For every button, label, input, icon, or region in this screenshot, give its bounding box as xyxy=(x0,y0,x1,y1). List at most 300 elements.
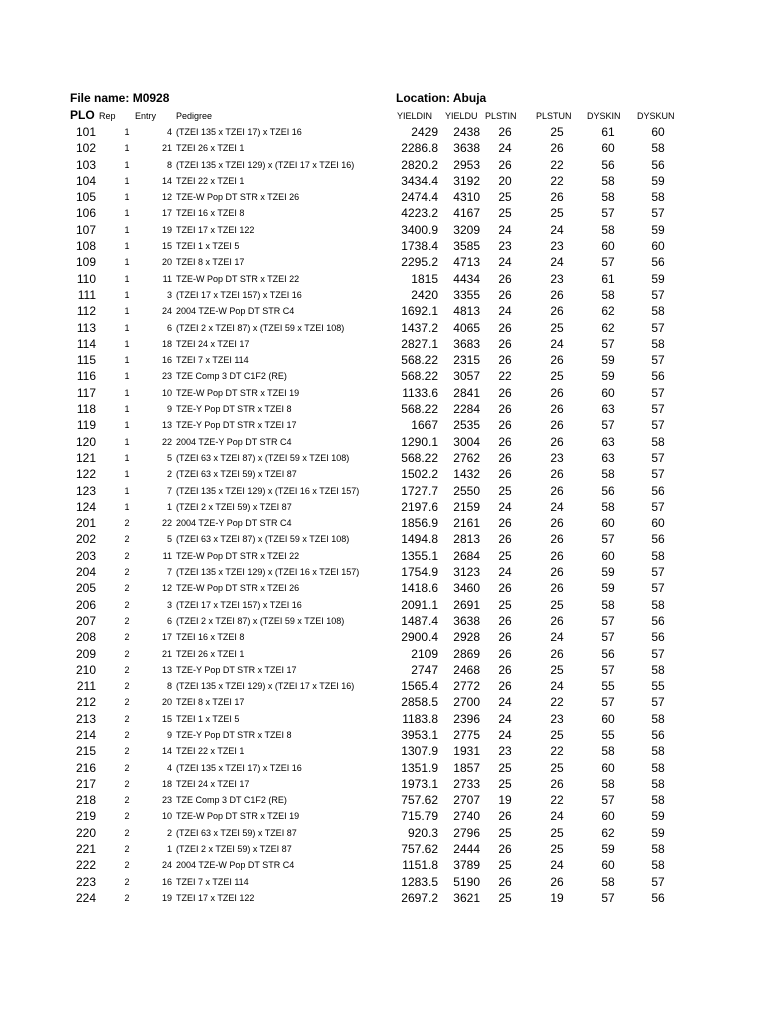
yieldu-cell: 2444 xyxy=(453,842,480,857)
table-row xyxy=(0,157,768,173)
table-row xyxy=(0,515,768,531)
yieldu-cell: 3057 xyxy=(453,369,480,384)
yieldin-cell: 1815 xyxy=(411,271,438,286)
yieldu-cell: 3123 xyxy=(453,565,480,580)
col-header-plstun: PLSTUN xyxy=(536,111,572,121)
table-row xyxy=(0,662,768,678)
entry-cell: 20 xyxy=(161,257,172,268)
plstin-cell: 26 xyxy=(498,662,512,677)
table-row xyxy=(0,743,768,759)
plstun-cell: 26 xyxy=(550,402,564,417)
data-table xyxy=(0,124,768,906)
dyskin-cell: 57 xyxy=(601,662,615,677)
plo-cell: 213 xyxy=(75,711,96,726)
pedigree-cell: TZE-W Pop DT STR x TZEI 19 xyxy=(176,387,300,398)
plo-cell: 212 xyxy=(75,695,96,710)
rep-cell: 1 xyxy=(124,159,130,170)
table-row xyxy=(0,874,768,890)
table-row xyxy=(0,548,768,564)
pedigree-cell: (TZEI 17 x TZEI 157) x TZEI 16 xyxy=(176,599,302,610)
yieldu-cell: 2535 xyxy=(453,418,480,433)
col-header-plo: PLO xyxy=(70,108,95,122)
plo-cell: 123 xyxy=(75,483,96,498)
plo-cell: 119 xyxy=(76,418,96,433)
plstun-cell: 26 xyxy=(550,874,564,889)
dyskin-cell: 60 xyxy=(601,385,615,400)
rep-cell: 1 xyxy=(124,355,130,366)
plstin-cell: 26 xyxy=(498,353,512,368)
dyskin-cell: 57 xyxy=(601,418,615,433)
dyskun-cell: 57 xyxy=(651,385,665,400)
dyskun-cell: 58 xyxy=(651,548,665,563)
dyskin-cell: 57 xyxy=(601,336,615,351)
dyskin-cell: 56 xyxy=(601,483,615,498)
pedigree-cell: TZE Comp 3 DT C1F2 (RE) xyxy=(176,795,287,806)
plo-cell: 115 xyxy=(76,353,96,368)
entry-cell: 19 xyxy=(161,892,172,903)
plstun-cell: 26 xyxy=(550,287,564,302)
entry-cell: 20 xyxy=(161,697,172,708)
plstin-cell: 26 xyxy=(498,874,512,889)
rep-cell: 2 xyxy=(124,860,130,871)
table-row xyxy=(0,434,768,450)
dyskun-cell: 57 xyxy=(651,287,665,302)
yieldin-cell: 715.79 xyxy=(401,809,438,824)
plo-cell: 120 xyxy=(75,434,96,449)
dyskun-cell: 60 xyxy=(651,125,665,139)
pedigree-cell: TZE-W Pop DT STR x TZEI 22 xyxy=(176,273,300,284)
entry-cell: 7 xyxy=(166,567,172,578)
plstun-cell: 26 xyxy=(550,776,564,791)
entry-cell: 14 xyxy=(161,746,172,757)
yieldu-cell: 4065 xyxy=(453,320,480,335)
dyskun-cell: 56 xyxy=(651,255,665,270)
yieldu-cell: 2762 xyxy=(453,450,480,465)
dyskin-cell: 60 xyxy=(601,548,615,563)
yieldu-cell: 2775 xyxy=(453,727,480,742)
entry-cell: 7 xyxy=(166,485,172,496)
rep-cell: 1 xyxy=(124,322,130,333)
rep-cell: 1 xyxy=(124,175,130,186)
pedigree-cell: TZEI 7 x TZEI 114 xyxy=(176,355,249,366)
rep-cell: 2 xyxy=(124,550,130,561)
rep-cell: 1 xyxy=(124,387,130,398)
dyskin-cell: 57 xyxy=(601,793,615,808)
entry-cell: 11 xyxy=(162,273,172,284)
dyskun-cell: 56 xyxy=(651,369,665,384)
plstin-cell: 24 xyxy=(498,141,512,156)
yieldin-cell: 3434.4 xyxy=(401,173,438,188)
table-row xyxy=(0,776,768,792)
plstin-cell: 25 xyxy=(498,825,512,840)
plo-cell: 104 xyxy=(75,173,96,188)
plstin-cell: 24 xyxy=(498,255,512,270)
plstin-cell: 23 xyxy=(498,239,512,254)
dyskin-cell: 60 xyxy=(601,809,615,824)
plstin-cell: 26 xyxy=(498,467,512,482)
table-row xyxy=(0,417,768,433)
yieldu-cell: 3683 xyxy=(453,336,480,351)
pedigree-cell: (TZEI 2 x TZEI 87) x (TZEI 59 x TZEI 108) xyxy=(176,322,345,333)
rep-cell: 2 xyxy=(124,729,130,740)
yieldin-cell: 1565.4 xyxy=(401,679,438,694)
yieldin-cell: 568.22 xyxy=(401,353,438,368)
dyskun-cell: 56 xyxy=(651,157,665,172)
plstin-cell: 26 xyxy=(498,842,512,857)
plstun-cell: 26 xyxy=(550,304,564,319)
plstun-cell: 26 xyxy=(550,565,564,580)
pedigree-cell: TZEI 16 x TZEI 8 xyxy=(176,208,245,219)
plstun-cell: 26 xyxy=(550,581,564,596)
plstun-cell: 25 xyxy=(550,760,564,775)
rep-cell: 2 xyxy=(124,876,130,887)
file-name-header xyxy=(70,91,169,105)
plo-cell: 103 xyxy=(75,157,96,172)
table-row xyxy=(0,629,768,645)
yieldu-cell: 3355 xyxy=(453,287,480,302)
yieldin-cell: 1494.8 xyxy=(401,532,438,547)
yieldu-cell: 1432 xyxy=(453,467,480,482)
dyskun-cell: 58 xyxy=(651,304,665,319)
plstun-cell: 25 xyxy=(550,597,564,612)
yieldin-cell: 568.22 xyxy=(401,369,438,384)
yieldu-cell: 2684 xyxy=(453,548,480,563)
plstun-cell: 23 xyxy=(550,711,564,726)
yieldin-cell: 1856.9 xyxy=(401,516,438,531)
yieldin-cell: 1692.1 xyxy=(401,304,438,319)
plo-cell: 209 xyxy=(75,646,96,661)
dyskun-cell: 57 xyxy=(651,646,665,661)
dyskun-cell: 60 xyxy=(651,239,665,254)
dyskin-cell: 59 xyxy=(601,565,615,580)
dyskun-cell: 59 xyxy=(651,825,665,840)
pedigree-cell: TZEI 22 x TZEI 1 xyxy=(176,746,245,757)
pedigree-cell: TZEI 1 x TZEI 5 xyxy=(176,241,240,252)
yieldu-cell: 4813 xyxy=(453,304,480,319)
yieldu-cell: 3621 xyxy=(453,890,480,905)
plstun-cell: 26 xyxy=(550,548,564,563)
rep-cell: 2 xyxy=(124,795,130,806)
yieldu-cell: 3585 xyxy=(453,239,480,254)
dyskun-cell: 57 xyxy=(651,581,665,596)
dyskun-cell: 56 xyxy=(651,613,665,628)
col-header-pedigree: Pedigree xyxy=(176,111,213,121)
yieldu-cell: 2691 xyxy=(453,597,480,612)
plo-cell: 122 xyxy=(75,467,96,482)
yieldin-cell: 2109 xyxy=(411,646,438,661)
plo-cell: 106 xyxy=(75,206,96,221)
dyskun-cell: 56 xyxy=(651,483,665,498)
dyskun-cell: 59 xyxy=(651,271,665,286)
yieldin-cell: 3400.9 xyxy=(401,222,438,237)
dyskin-cell: 63 xyxy=(601,434,615,449)
plo-cell: 205 xyxy=(75,581,96,596)
plstin-cell: 25 xyxy=(498,483,512,498)
plstun-cell: 23 xyxy=(550,450,564,465)
plstin-cell: 26 xyxy=(498,630,512,645)
plo-cell: 117 xyxy=(76,385,96,400)
dyskun-cell: 58 xyxy=(651,190,665,205)
plo-cell: 201 xyxy=(75,516,96,531)
pedigree-cell: TZE-W Pop DT STR x TZEI 19 xyxy=(176,811,300,822)
entry-cell: 5 xyxy=(166,452,172,463)
table-row xyxy=(0,825,768,841)
rep-cell: 2 xyxy=(124,599,130,610)
dyskin-cell: 58 xyxy=(601,222,615,237)
yieldin-cell: 2474.4 xyxy=(401,190,438,205)
dyskun-cell: 57 xyxy=(651,874,665,889)
pedigree-cell: (TZEI 135 x TZEI 17) x TZEI 16 xyxy=(176,762,302,773)
plstin-cell: 24 xyxy=(498,499,512,514)
plstun-cell: 24 xyxy=(550,679,564,694)
plstun-cell: 26 xyxy=(550,434,564,449)
plstun-cell: 25 xyxy=(550,206,564,221)
entry-cell: 3 xyxy=(166,289,172,300)
dyskun-cell: 57 xyxy=(651,695,665,710)
rep-cell: 2 xyxy=(124,697,130,708)
entry-cell: 16 xyxy=(161,355,172,366)
yieldin-cell: 1290.1 xyxy=(401,434,438,449)
table-row xyxy=(0,678,768,694)
plstun-cell: 19 xyxy=(550,890,564,905)
pedigree-cell: TZE-Y Pop DT STR x TZEI 8 xyxy=(176,729,292,740)
plstin-cell: 26 xyxy=(498,320,512,335)
dyskun-cell: 58 xyxy=(651,662,665,677)
yieldin-cell: 2697.2 xyxy=(401,890,438,905)
dyskun-cell: 56 xyxy=(651,532,665,547)
yieldin-cell: 1151.8 xyxy=(402,858,438,873)
location-value: Abuja xyxy=(452,91,487,105)
plstun-cell: 26 xyxy=(550,646,564,661)
pedigree-cell: (TZEI 17 x TZEI 157) x TZEI 16 xyxy=(176,289,302,300)
dyskin-cell: 57 xyxy=(601,206,615,221)
yieldu-cell: 2161 xyxy=(453,516,480,531)
table-row xyxy=(0,808,768,824)
dyskun-cell: 58 xyxy=(651,744,665,759)
plstun-cell: 26 xyxy=(550,141,564,156)
pedigree-cell: TZE-W Pop DT STR x TZEI 22 xyxy=(176,550,300,561)
plstin-cell: 24 xyxy=(498,727,512,742)
entry-cell: 9 xyxy=(166,729,172,740)
plstun-cell: 22 xyxy=(550,695,564,710)
table-row xyxy=(0,857,768,873)
rep-cell: 2 xyxy=(124,664,130,675)
table-row xyxy=(0,254,768,270)
dyskin-cell: 57 xyxy=(601,695,615,710)
table-row xyxy=(0,841,768,857)
entry-cell: 23 xyxy=(161,371,172,382)
pedigree-cell: TZEI 24 x TZEI 17 xyxy=(176,338,250,349)
plo-cell: 116 xyxy=(76,369,96,384)
yieldu-cell: 3209 xyxy=(453,222,480,237)
entry-cell: 11 xyxy=(162,550,172,561)
yieldu-cell: 3638 xyxy=(453,613,480,628)
plstin-cell: 25 xyxy=(498,206,512,221)
plstun-cell: 26 xyxy=(550,483,564,498)
entry-cell: 13 xyxy=(161,420,172,431)
rep-cell: 1 xyxy=(124,420,130,431)
rep-cell: 1 xyxy=(124,273,130,284)
plstin-cell: 24 xyxy=(498,222,512,237)
yieldin-cell: 1727.7 xyxy=(401,483,438,498)
dyskun-cell: 57 xyxy=(651,320,665,335)
col-header-rep: Rep xyxy=(99,111,116,121)
plstin-cell: 26 xyxy=(498,516,512,531)
plo-cell: 217 xyxy=(75,776,96,791)
dyskun-cell: 60 xyxy=(651,516,665,531)
entry-cell: 10 xyxy=(161,811,172,822)
yieldin-cell: 2747 xyxy=(411,662,438,677)
yieldin-cell: 1307.9 xyxy=(401,744,438,759)
rep-cell: 1 xyxy=(124,127,130,137)
yieldin-cell: 2429 xyxy=(411,125,438,139)
plo-cell: 221 xyxy=(75,842,96,857)
plstin-cell: 25 xyxy=(498,597,512,612)
rep-cell: 1 xyxy=(124,452,130,463)
entry-cell: 21 xyxy=(161,648,172,659)
plo-cell: 211 xyxy=(76,679,96,694)
entry-cell: 2 xyxy=(166,469,172,480)
dyskin-cell: 61 xyxy=(601,125,615,139)
dyskun-cell: 59 xyxy=(651,222,665,237)
entry-cell: 13 xyxy=(161,664,172,675)
dyskun-cell: 57 xyxy=(651,450,665,465)
yieldin-cell: 1283.5 xyxy=(401,874,438,889)
plstin-cell: 26 xyxy=(498,434,512,449)
rep-cell: 1 xyxy=(124,257,130,268)
entry-cell: 8 xyxy=(166,159,172,170)
rep-cell: 2 xyxy=(124,827,130,838)
plo-cell: 110 xyxy=(76,271,96,286)
pedigree-cell: TZEI 26 x TZEI 1 xyxy=(176,143,245,154)
rep-cell: 2 xyxy=(124,518,130,529)
dyskin-cell: 57 xyxy=(601,630,615,645)
plstun-cell: 22 xyxy=(550,157,564,172)
table-row xyxy=(0,694,768,710)
entry-cell: 6 xyxy=(166,322,172,333)
entry-cell: 12 xyxy=(161,583,172,594)
plstun-cell: 26 xyxy=(550,190,564,205)
rep-cell: 1 xyxy=(124,404,130,415)
dyskin-cell: 62 xyxy=(601,304,615,319)
pedigree-cell: TZE-W Pop DT STR x TZEI 26 xyxy=(176,192,300,203)
rep-cell: 2 xyxy=(124,778,130,789)
table-row xyxy=(0,222,768,238)
plstun-cell: 24 xyxy=(550,336,564,351)
plstun-cell: 23 xyxy=(550,239,564,254)
plstun-cell: 26 xyxy=(550,353,564,368)
dyskin-cell: 55 xyxy=(601,679,615,694)
plstun-cell: 25 xyxy=(550,125,564,139)
dyskun-cell: 58 xyxy=(651,597,665,612)
plstin-cell: 26 xyxy=(498,532,512,547)
pedigree-cell: (TZEI 63 x TZEI 59) x TZEI 87 xyxy=(176,827,297,838)
plstun-cell: 25 xyxy=(550,825,564,840)
yieldin-cell: 1437.2 xyxy=(401,320,438,335)
plo-cell: 109 xyxy=(75,255,96,270)
pedigree-cell: 2004 TZE-Y Pop DT STR C4 xyxy=(176,436,292,447)
entry-cell: 22 xyxy=(161,518,172,529)
plo-cell: 111 xyxy=(77,287,96,302)
entry-cell: 16 xyxy=(161,876,172,887)
yieldu-cell: 3789 xyxy=(453,858,480,873)
pedigree-cell: 2004 TZE-W Pop DT STR C4 xyxy=(176,306,295,317)
plo-cell: 121 xyxy=(75,450,96,465)
plstin-cell: 26 xyxy=(498,450,512,465)
yieldu-cell: 2550 xyxy=(453,483,480,498)
yieldu-cell: 1931 xyxy=(453,744,480,759)
plo-cell: 223 xyxy=(75,874,96,889)
yieldin-cell: 2295.2 xyxy=(401,255,438,270)
plstin-cell: 26 xyxy=(498,157,512,172)
rep-cell: 1 xyxy=(124,501,130,512)
col-header-entry: Entry xyxy=(135,111,157,121)
pedigree-cell: TZEI 8 x TZEI 17 xyxy=(176,257,245,268)
rep-cell: 1 xyxy=(124,208,130,219)
plstun-cell: 24 xyxy=(550,499,564,514)
yieldin-cell: 1738.4 xyxy=(401,239,438,254)
plo-cell: 112 xyxy=(76,304,96,319)
yieldin-cell: 1418.6 xyxy=(401,581,438,596)
dyskin-cell: 55 xyxy=(601,727,615,742)
pedigree-cell: TZE-Y Pop DT STR x TZEI 17 xyxy=(176,664,297,675)
entry-cell: 3 xyxy=(166,599,172,610)
dyskun-cell: 57 xyxy=(651,206,665,221)
yieldu-cell: 3192 xyxy=(453,173,480,188)
yieldu-cell: 2284 xyxy=(453,402,480,417)
yieldin-cell: 1502.2 xyxy=(401,467,438,482)
plstin-cell: 26 xyxy=(498,385,512,400)
yieldu-cell: 2315 xyxy=(453,353,480,368)
pedigree-cell: TZEI 24 x TZEI 17 xyxy=(176,778,250,789)
col-header-plstin: PLSTIN xyxy=(485,111,517,121)
yieldu-cell: 4167 xyxy=(453,206,480,221)
entry-cell: 2 xyxy=(166,827,172,838)
dyskun-cell: 58 xyxy=(651,776,665,791)
pedigree-cell: TZEI 8 x TZEI 17 xyxy=(176,697,245,708)
plstin-cell: 24 xyxy=(498,695,512,710)
dyskin-cell: 58 xyxy=(601,744,615,759)
dyskun-cell: 58 xyxy=(651,760,665,775)
yieldu-cell: 5190 xyxy=(453,874,480,889)
pedigree-cell: TZEI 22 x TZEI 1 xyxy=(176,175,245,186)
pedigree-cell: TZE-Y Pop DT STR x TZEI 8 xyxy=(176,404,292,415)
entry-cell: 18 xyxy=(161,338,172,349)
plo-cell: 220 xyxy=(75,825,96,840)
table-row xyxy=(0,320,768,336)
location-header xyxy=(396,91,486,105)
yieldin-cell: 1351.9 xyxy=(401,760,438,775)
dyskun-cell: 57 xyxy=(651,499,665,514)
plstin-cell: 23 xyxy=(498,744,512,759)
plstin-cell: 26 xyxy=(498,271,512,286)
yieldin-cell: 1183.8 xyxy=(402,711,438,726)
yieldu-cell: 3004 xyxy=(453,434,480,449)
yieldu-cell: 3638 xyxy=(453,141,480,156)
entry-cell: 12 xyxy=(161,192,172,203)
plstin-cell: 25 xyxy=(498,776,512,791)
dyskin-cell: 57 xyxy=(601,532,615,547)
entry-cell: 9 xyxy=(166,404,172,415)
entry-cell: 17 xyxy=(161,632,172,643)
plo-cell: 114 xyxy=(76,336,96,351)
dyskin-cell: 58 xyxy=(601,287,615,302)
yieldu-cell: 2928 xyxy=(453,630,480,645)
dyskin-cell: 60 xyxy=(601,858,615,873)
dyskin-cell: 59 xyxy=(601,581,615,596)
yieldin-cell: 757.62 xyxy=(401,793,438,808)
plstin-cell: 25 xyxy=(498,760,512,775)
